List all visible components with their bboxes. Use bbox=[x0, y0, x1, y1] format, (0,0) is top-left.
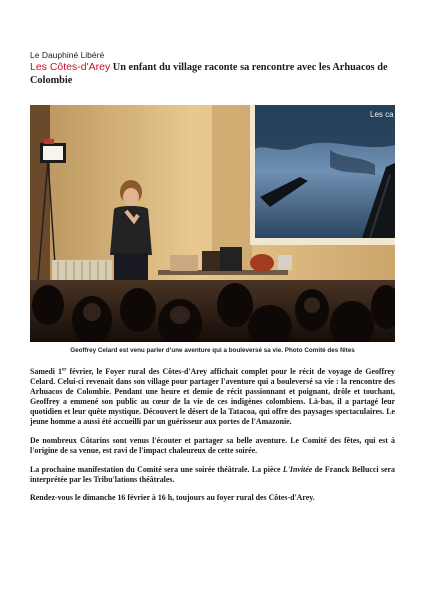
screen-overlay-text: Les ca bbox=[370, 110, 394, 119]
photo-caption: Geoffrey Celard est venu parler d’une aventure qui a bouleversé sa vie. Photo Comité des fêtes bbox=[70, 347, 355, 354]
p1-day: Samedi 1 bbox=[30, 367, 62, 376]
p1-text: février, le Foyer rural des Côtes-d'Arey affichait complet pour le récit de voyage de Geoffrey Celard. Celui-ci revenait dans son village pour partager l'aventure qui a bouleversé sa vie : la rencontre des Arhuacos de Colombie. Pendant une heure et demie de récit passionnant et poignant, drôle et touchant, Geoffrey a emmené son public au cœur de la vie de ces indigènes colombiens. Là-bas, il a partagé leur quotidien et leur quête mystique. Découvert le désert de la Tatacoa, qui offre des paysages spectaculaires. Le jeune homme a aussi été accueilli par un guérisseur aux portes de l'Amazonie. bbox=[30, 367, 395, 427]
p1-ordinal: er bbox=[61, 367, 67, 373]
paragraph-1 bbox=[30, 367, 395, 428]
p3-text-before: La prochaine manifestation du Comité sera une soirée théâtrale. La pièce bbox=[30, 464, 283, 474]
paragraph-3 bbox=[30, 465, 395, 485]
article-body bbox=[30, 367, 395, 512]
photo-illustration bbox=[30, 105, 395, 342]
article-location: Les Côtes-d'Arey bbox=[30, 61, 111, 73]
play-title: L'Invitée bbox=[282, 464, 313, 474]
left-wall bbox=[30, 105, 50, 295]
paragraph-2: De nombreux Côtarins sont venus l'écouter et partager sa belle aventure. Le Comité des fêtes, qui est à l'origine de sa venue, est ravi de l'impact chaleureux de cette soirée. bbox=[30, 436, 395, 456]
article-title: Un enfant du village raconte sa rencontre avec les Arhuacos de Colombie bbox=[30, 62, 388, 86]
newspaper-source: Le Dauphiné Libéré bbox=[30, 50, 105, 60]
projection-screen bbox=[250, 105, 395, 245]
article-headline bbox=[30, 61, 400, 87]
paragraph-4: Rendez-vous le dimanche 16 février à 16 h, toujours au foyer rural des Côtes-d'Arey. bbox=[30, 493, 315, 503]
p3-text-after: de Franck Bellucci sera interprétée par les Tribu'lations théâtrales. bbox=[30, 464, 395, 484]
article-photo bbox=[30, 105, 395, 342]
